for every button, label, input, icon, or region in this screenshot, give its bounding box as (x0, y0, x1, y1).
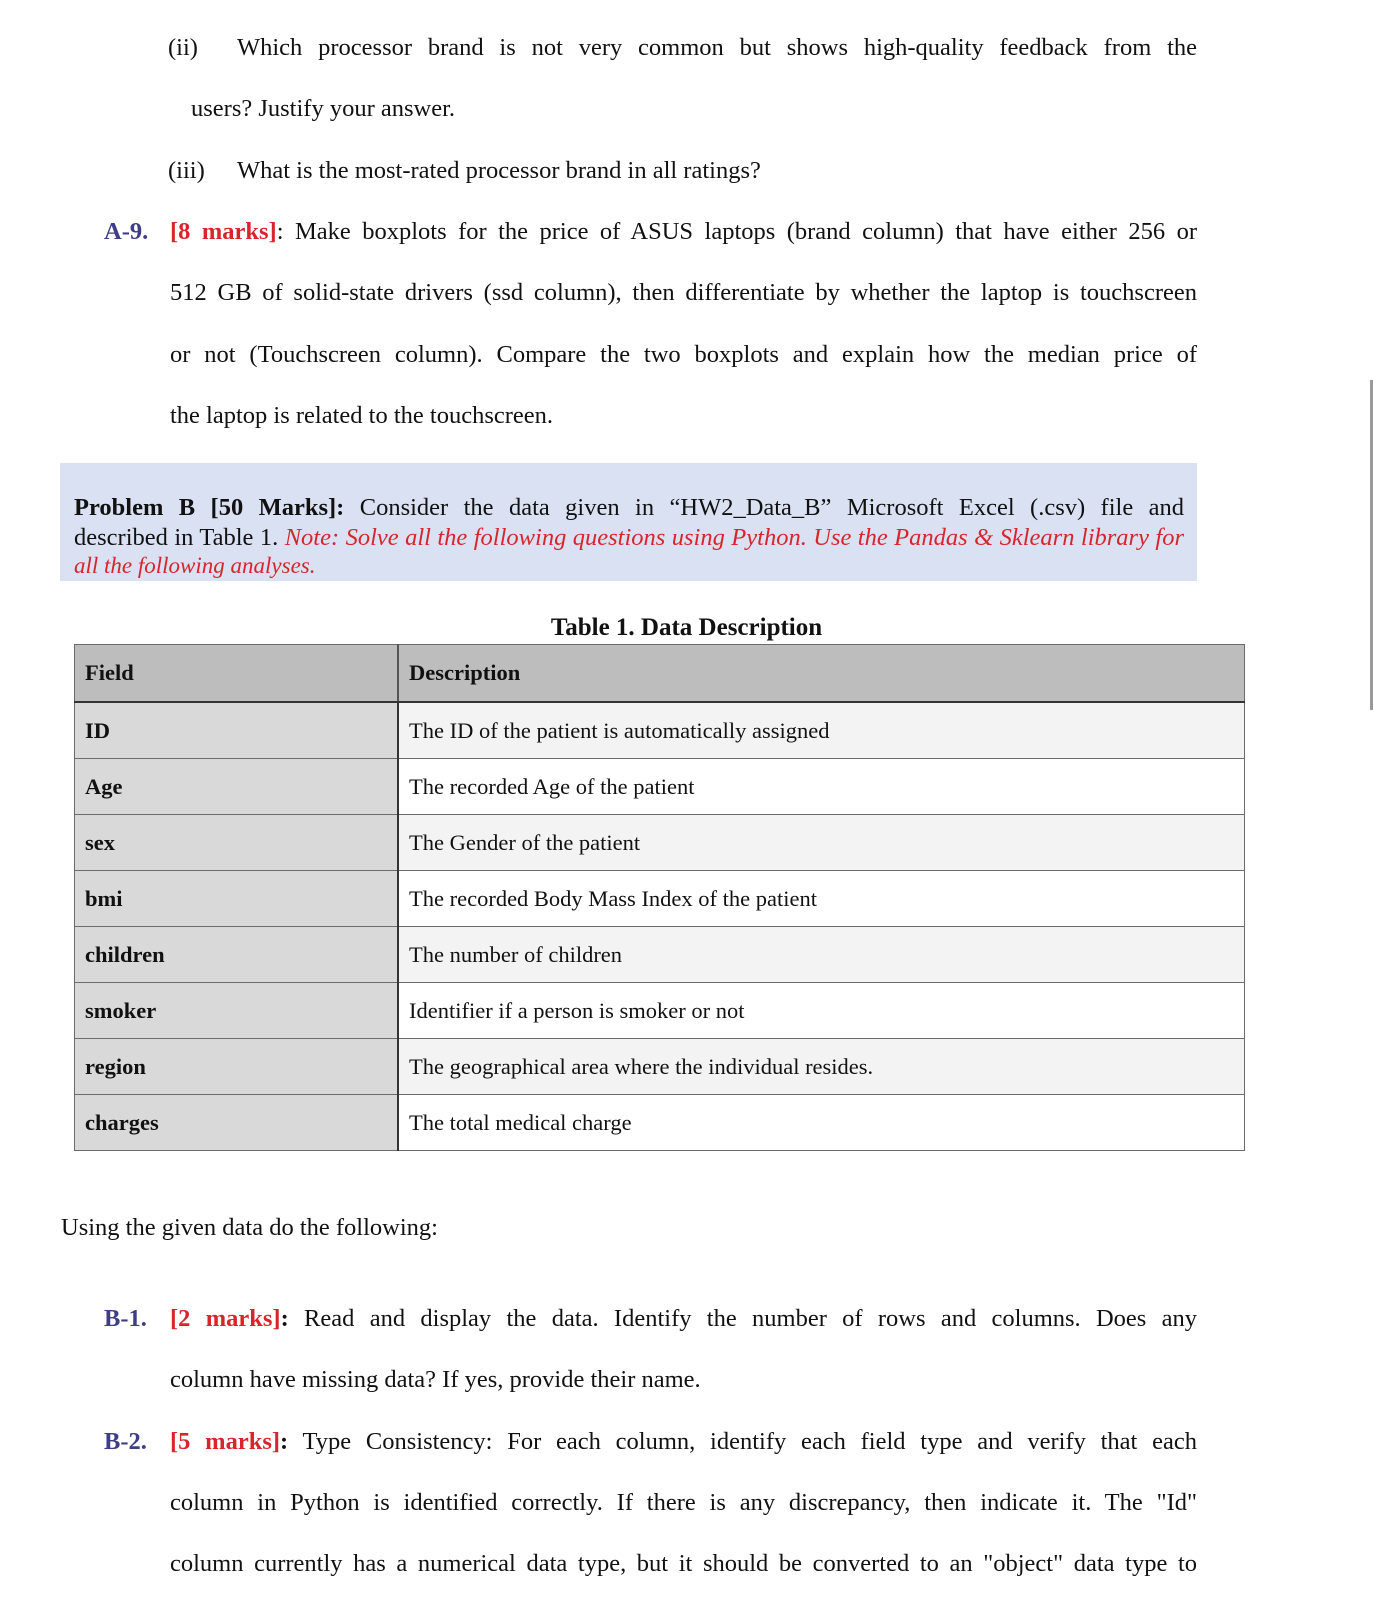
data-description-table (74, 644, 1245, 1151)
a9-line3: or not (Touchscreen column). Compare the two boxplots and explain how the median price of (170, 341, 1197, 368)
table-caption: Table 1. Data Description (550, 614, 823, 641)
b2-marks: [5 marks] (170, 1428, 281, 1455)
table-row (75, 983, 1245, 1039)
a9-line4: the laptop is related to the touchscreen. (170, 402, 554, 429)
b2-label: B-2. (104, 1428, 147, 1455)
field-cell: children (75, 927, 399, 983)
field-cell: region (75, 1039, 399, 1095)
question-ii-label: (ii) (168, 34, 198, 61)
problem-b-heading: Problem B [50 Marks]: (74, 494, 345, 521)
using-text: Using the given data do the following: (61, 1214, 438, 1241)
problem-b-line1 (74, 494, 1184, 522)
question-iii-text: What is the most-rated processor brand in all ratings? (237, 157, 761, 184)
b2-line2: column in Python is identified correctly. If there is any discrepancy, then indicate it. The "Id" (170, 1489, 1197, 1516)
description-cell: The number of children (398, 927, 1245, 983)
table-row (75, 1039, 1245, 1095)
a9-marks: [8 marks] (170, 218, 277, 245)
table-row (75, 871, 1245, 927)
a9-line1 (170, 218, 1197, 246)
description-cell: The total medical charge (398, 1095, 1245, 1151)
field-cell: charges (75, 1095, 399, 1151)
problem-b-note: Note: Solve all the following questions using Python. Use the Pandas & Sklearn library for (284, 524, 1184, 551)
description-cell: Identifier if a person is smoker or not (398, 983, 1245, 1039)
question-iii-label: (iii) (168, 157, 205, 184)
problem-b-line2-text: described in Table 1. (74, 524, 285, 551)
description-cell: The Gender of the patient (398, 815, 1245, 871)
problem-b-line2 (74, 524, 1184, 552)
problem-b-note-end: all the following analyses. (74, 553, 316, 578)
problem-b-box (60, 463, 1197, 581)
question-ii-line1 (237, 34, 1197, 62)
b1-line1 (170, 1305, 1197, 1333)
table-row (75, 815, 1245, 871)
description-cell: The geographical area where the individual resides. (398, 1039, 1245, 1095)
b2-line1 (170, 1428, 1197, 1456)
table-row (75, 927, 1245, 983)
problem-b-line1-text: Consider the data given in “HW2_Data_B” Microsoft Excel (.csv) file and (344, 494, 1184, 521)
question-ii-line2: users? Justify your answer. (191, 95, 456, 122)
field-cell: ID (75, 702, 399, 759)
b1-marks: [2 marks] (170, 1305, 281, 1332)
field-cell: sex (75, 815, 399, 871)
header-field: Field (75, 645, 399, 703)
field-cell: smoker (75, 983, 399, 1039)
b1-label: B-1. (104, 1305, 147, 1332)
a9-line2: 512 GB of solid-state drivers (ssd column), then differentiate by whether the laptop is touchscreen (170, 279, 1197, 306)
description-cell: The recorded Body Mass Index of the patient (398, 871, 1245, 927)
header-description: Description (398, 645, 1245, 703)
b2-line3: column currently has a numerical data type, but it should be converted to an "object" data type to (170, 1550, 1197, 1577)
field-cell: bmi (75, 871, 399, 927)
description-cell: The ID of the patient is automatically assigned (398, 702, 1245, 759)
description-cell: The recorded Age of the patient (398, 759, 1245, 815)
a9-line1-text: : Make boxplots for the price of ASUS laptops (brand column) that have either 256 or (276, 218, 1197, 245)
b1-colon: : (280, 1305, 289, 1332)
table-row (75, 702, 1245, 759)
a9-label: A-9. (104, 218, 149, 245)
b1-line1-text: Read and display the data. Identify the number of rows and columns. Does any (288, 1305, 1198, 1332)
field-cell: Age (75, 759, 399, 815)
b2-colon: : (280, 1428, 289, 1455)
b1-line2: column have missing data? If yes, provide their name. (170, 1366, 701, 1393)
table-row (75, 759, 1245, 815)
b2-line1-text: Type Consistency: For each column, identify each field type and verify that each (288, 1428, 1197, 1455)
table-row (75, 1095, 1245, 1151)
question-ii-text-1: Which processor brand is not very common but shows high-quality feedback from the (237, 34, 1197, 61)
table-header-row (75, 645, 1245, 703)
